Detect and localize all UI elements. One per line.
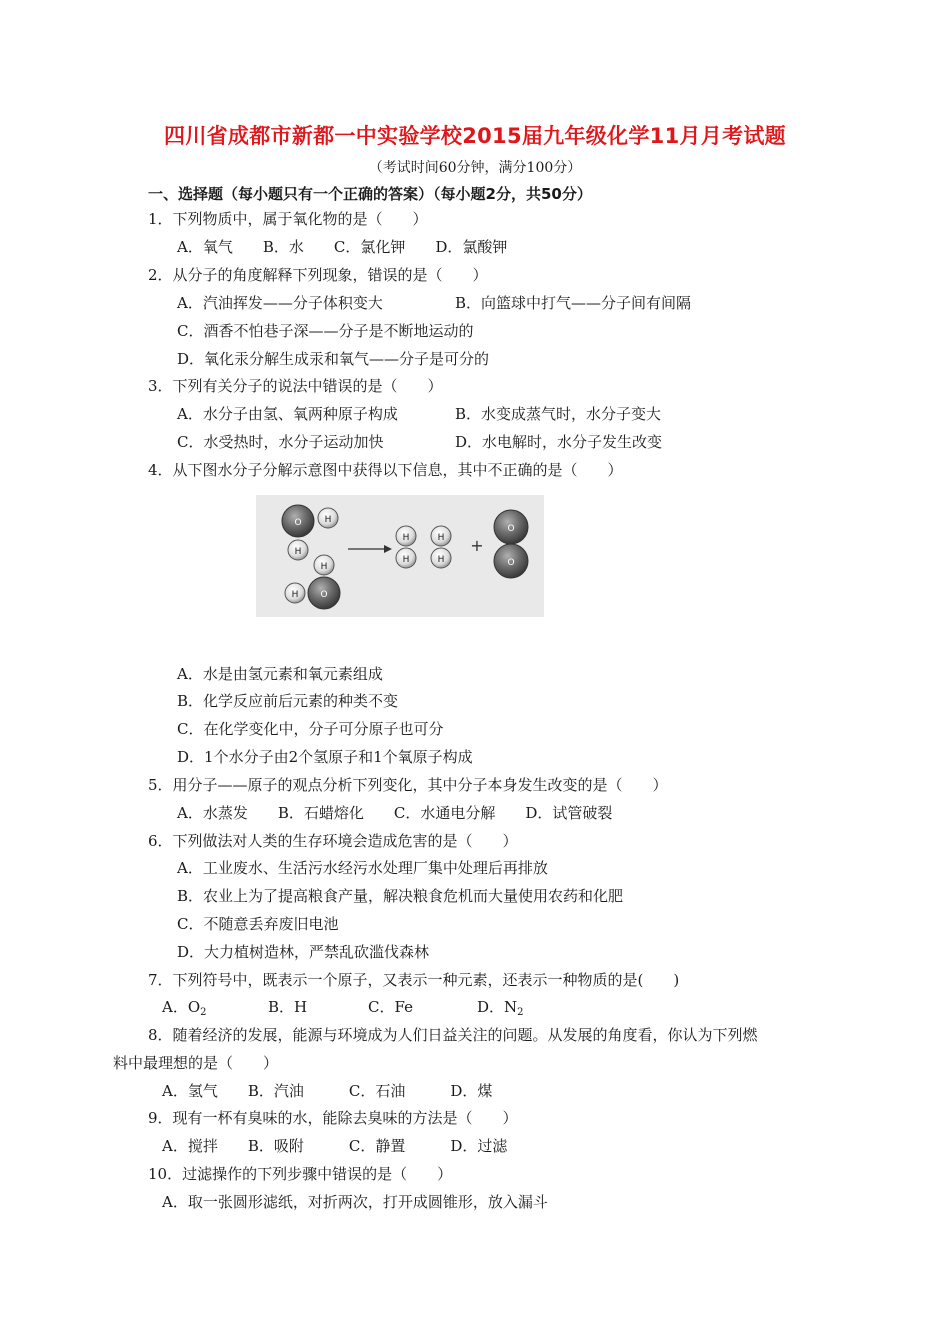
question-6-option-b: B．农业上为了提高粮食产量，解决粮食危机而大量使用农药和化肥: [177, 887, 624, 905]
question-1-options: A．氧气 B．水 C．氯化钾 D．氯酸钾: [177, 238, 508, 256]
question-5-stem: 5．用分子——原子的观点分析下列变化，其中分子本身发生改变的是（ ）: [148, 776, 668, 794]
hydrogen-label: H: [402, 533, 410, 543]
molecule-diagram-svg: [256, 495, 544, 617]
option-d-text: D．N: [477, 998, 518, 1016]
question-2-stem: 2．从分子的角度解释下列现象，错误的是（ ）: [148, 266, 488, 284]
water-decomposition-diagram: [256, 495, 544, 617]
hydrogen-label: H: [402, 555, 410, 565]
plus-sign: +: [470, 536, 484, 555]
question-6-option-c: C．不随意丢弃废旧电池: [177, 915, 339, 933]
question-7-option-b: B．H: [268, 998, 308, 1016]
question-8-options: A．氢气 B．汽油 C．石油 D．煤: [162, 1082, 493, 1100]
hydrogen-label: H: [320, 562, 328, 572]
question-1-stem: 1．下列物质中，属于氧化物的是（ ）: [148, 210, 428, 228]
water-molecule-2: [285, 555, 340, 609]
question-10-option-a: A．取一张圆形滤纸，对折两次，打开成圆锥形，放入漏斗: [162, 1193, 548, 1211]
oxygen-label: O: [507, 524, 515, 534]
question-4-option-b: B．化学反应前后元素的种类不变: [177, 692, 399, 710]
subscript: 2: [200, 1007, 207, 1018]
question-2-option-c: C．酒香不怕巷子深——分子是不断地运动的: [177, 322, 474, 340]
question-8-stem-line2: 料中最理想的是（ ）: [113, 1054, 279, 1072]
question-4-option-c: C．在化学变化中，分子可分原子也可分: [177, 720, 444, 738]
question-7-stem: 7．下列符号中，既表示一个原子，又表示一种元素，还表示一种物质的是( ): [148, 971, 680, 989]
option-a-text: A．O: [162, 998, 201, 1016]
question-2-option-b: B．向篮球中打气——分子间有间隔: [455, 294, 692, 312]
subscript: 2: [517, 1007, 524, 1018]
hydrogen-molecule-1: [396, 526, 416, 568]
exam-info: （考试时间60分钟，满分100分）: [368, 160, 582, 176]
question-7-option-d: [477, 997, 524, 1023]
question-7-option-a: [162, 997, 207, 1023]
question-3-option-c: C．水受热时，水分子运动加快: [177, 433, 384, 451]
question-4-option-a: A．水是由氢元素和氧元素组成: [177, 665, 383, 683]
hydrogen-label: H: [291, 590, 299, 600]
hydrogen-molecule-2: [431, 526, 451, 568]
question-6-stem: 6．下列做法对人类的生存环境会造成危害的是（ ）: [148, 832, 518, 850]
question-6-option-a: A．工业废水、生活污水经污水处理厂集中处理后再排放: [177, 859, 548, 877]
page-title: 四川省成都市新都一中实验学校2015届九年级化学11月月考试题: [164, 124, 786, 148]
water-molecule-1: [282, 505, 338, 560]
hydrogen-label: H: [294, 547, 302, 557]
section-heading: 一、选择题（每小题只有一个正确的答案）（每小题2分，共50分）: [148, 185, 592, 203]
question-5-options: A．水蒸发 B．石蜡熔化 C．水通电分解 D．试管破裂: [177, 804, 613, 822]
question-7-option-c: C．Fe: [368, 998, 413, 1016]
question-9-options: A．搅拌 B．吸附 C．静置 D．过滤: [162, 1137, 508, 1155]
hydrogen-label: H: [437, 533, 445, 543]
question-2-option-d: D．氧化汞分解生成汞和氧气——分子是可分的: [177, 350, 490, 368]
question-3-option-b: B．水变成蒸气时，水分子变大: [455, 405, 662, 423]
question-3-option-d: D．水电解时，水分子发生改变: [455, 433, 663, 451]
question-2-option-a: A．汽油挥发——分子体积变大: [177, 294, 383, 312]
question-6-option-d: D．大力植树造林，严禁乱砍滥伐森林: [177, 943, 430, 961]
question-10-stem: 10．过滤操作的下列步骤中错误的是（ ）: [148, 1165, 453, 1183]
oxygen-label: O: [507, 558, 515, 568]
question-3-option-a: A．水分子由氢、氧两种原子构成: [177, 405, 398, 423]
question-4-stem: 4．从下图水分子分解示意图中获得以下信息，其中不正确的是（ ）: [148, 461, 623, 479]
question-3-stem: 3．下列有关分子的说法中错误的是（ ）: [148, 377, 443, 395]
oxygen-label: O: [294, 518, 302, 528]
question-8-stem-line1: 8．随着经济的发展，能源与环境成为人们日益关注的问题。从发展的角度看，你认为下列燃: [148, 1026, 758, 1044]
hydrogen-label: H: [437, 555, 445, 565]
question-9-stem: 9．现有一杯有臭味的水，能除去臭味的方法是（ ）: [148, 1109, 518, 1127]
question-4-option-d: D．1个水分子由2个氢原子和1个氧原子构成: [177, 748, 473, 766]
oxygen-label: O: [320, 590, 328, 600]
hydrogen-label: H: [324, 515, 332, 525]
oxygen-molecule: [494, 510, 528, 578]
reaction-arrow: [348, 545, 392, 553]
